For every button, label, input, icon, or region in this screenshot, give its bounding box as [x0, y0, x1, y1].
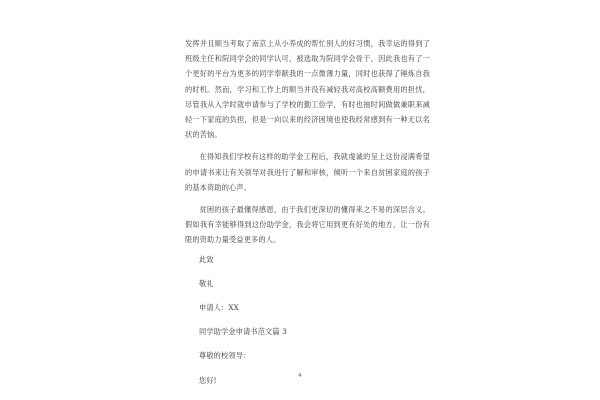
paragraph-1: 发挥并且顺当考取了南京上从小养成的帮忙别人的好习惯，我幸运的得到了班级主任和院同学会的同学认可，被选取为院同学会骨干，因此我也有了一个更好的平台为更多的同学奉献我的一点微薄力量，同时也获得了锤炼自我的时机。然而，学习和工作上的顺当并没有减轻我对高校高额费用的担忧，尽管我从入学时就申请参与了学校的勤工俭学，有时也抽时间做做兼职来减轻一下家庭的负担，但是一向以来的经济困境也使我经常感到有一种无以名状的苦恼。: [185, 39, 430, 140]
paragraph-3: 贫困的孩子最懂得感恩，由于我们更深切的懂得来之不易的深层含义。假如我有幸能够得到这份助学金，我会将它用到更有好处的地方，让一份有限的资助力量受益更多的人。: [185, 205, 430, 245]
page-number: 4: [298, 373, 302, 379]
closing-line-2: 敬礼: [199, 278, 214, 288]
closing-line-1: 此致: [199, 254, 214, 264]
paragraph-2: 在得知我们学校有这样的助学金工程后，我就虔诚的呈上这份浸满希望的申请书来让有关领导对我进行了解和审核，倾听一个来自贫困家庭的孩子的基本资助的心声。: [185, 152, 430, 192]
next-section-title: 同学助学金申请书范文篇 3: [199, 327, 287, 337]
applicant-line: 申请人：XX: [199, 303, 239, 313]
salutation-line: 尊敬的校领导：: [199, 351, 251, 361]
greeting-line: 您好!: [199, 375, 217, 385]
document-body: [185, 36, 430, 388]
